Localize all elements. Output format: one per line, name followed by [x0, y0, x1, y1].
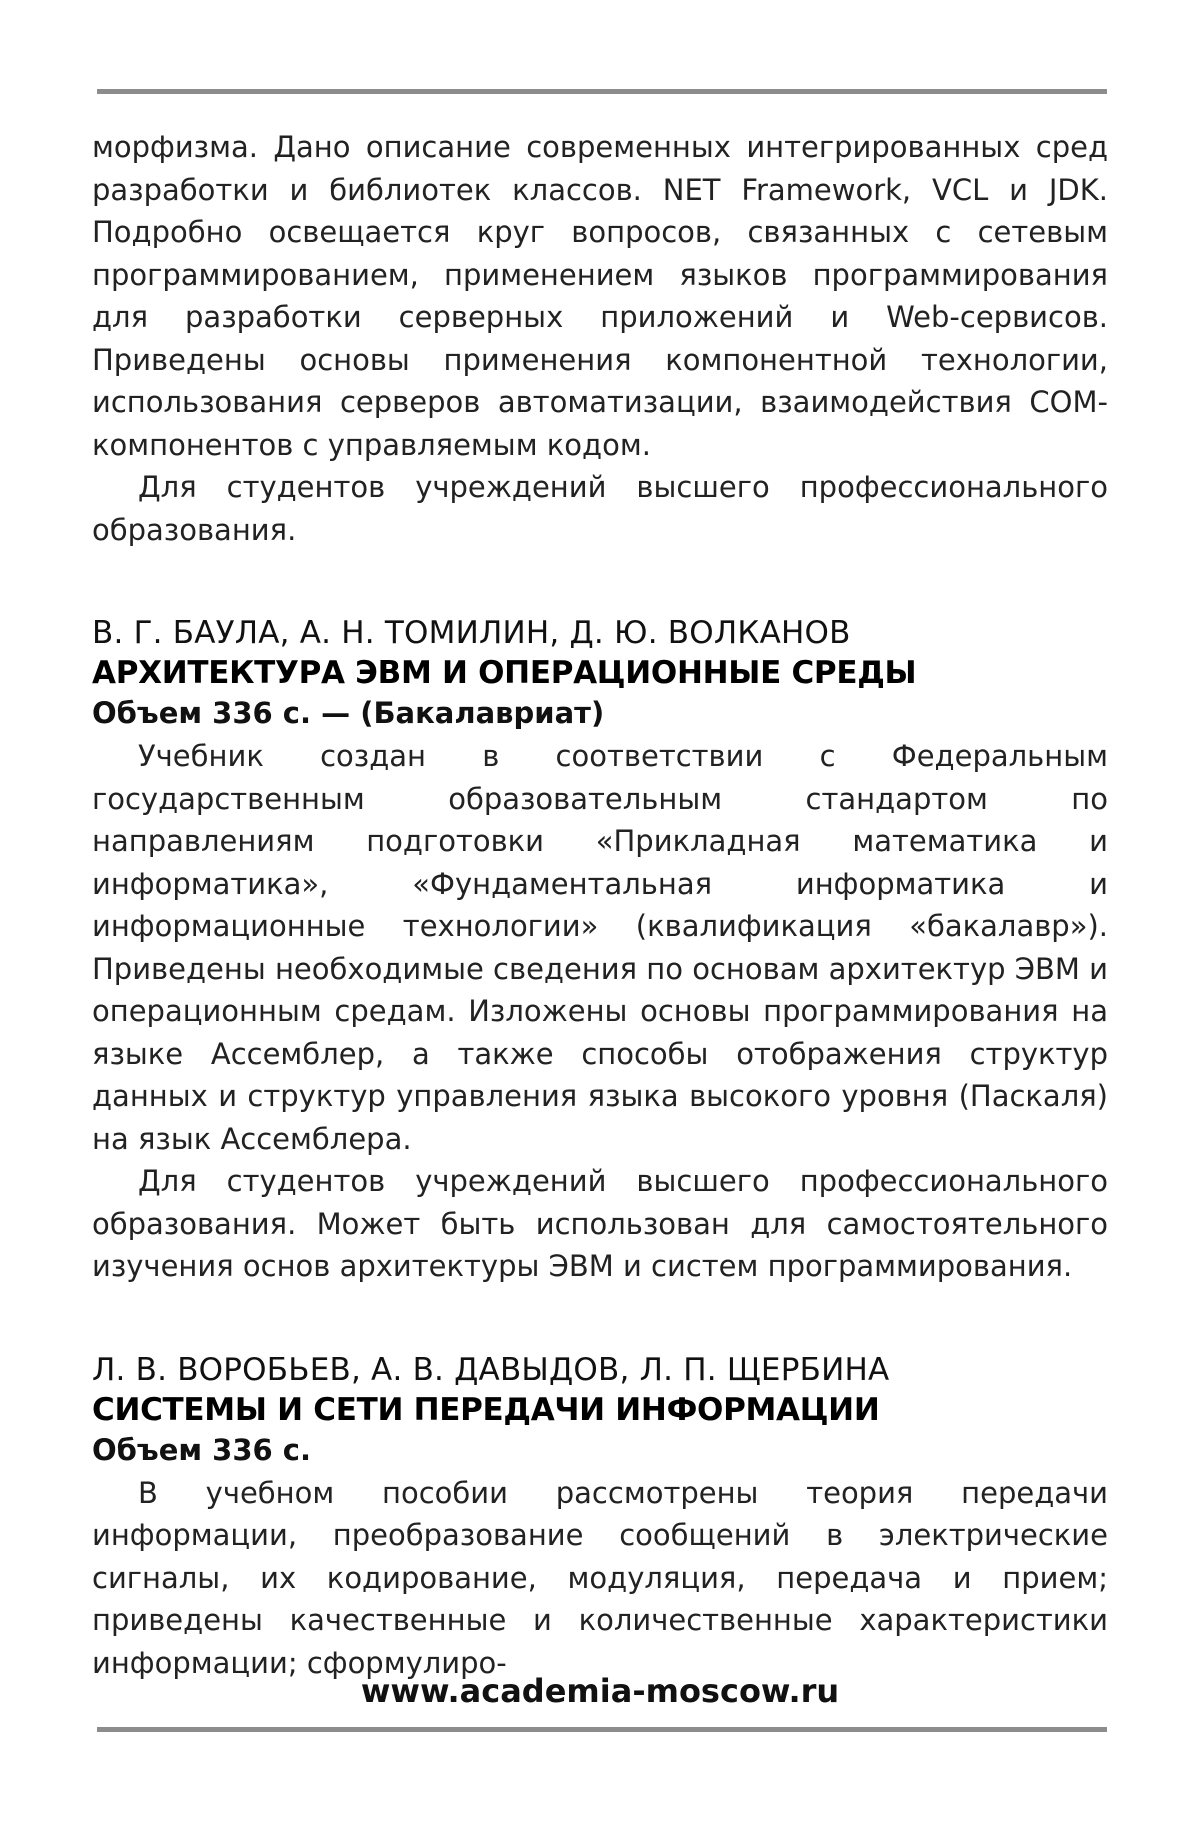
page-content [92, 126, 1108, 1684]
website-link[interactable]: www.academia-moscow.ru [360, 1672, 840, 1710]
book-entry-networks [92, 1350, 1108, 1685]
book-volume: Объем 336 с. [92, 1432, 312, 1467]
bottom-rule [97, 1727, 1107, 1732]
top-rule [97, 89, 1107, 94]
book-authors: В. Г. БАУЛА, А. Н. ТОМИЛИН, Д. Ю. ВОЛКАНОВ [92, 615, 851, 651]
book-volume: Объем 336 с. — (Бакалавриат) [92, 696, 605, 730]
intro-audience-paragraph: Для студентов учреждений высшего профессионального образования. [92, 470, 1108, 547]
book-title: АРХИТЕКТУРА ЭВМ И ОПЕРАЦИОННЫЕ СРЕДЫ [92, 655, 917, 691]
intro-section [92, 126, 1108, 551]
book-entry-architecture [92, 613, 1108, 1288]
book-authors: Л. В. ВОРОБЬЕВ, А. В. ДАВЫДОВ, Л. П. ЩЕРБИНА [92, 1351, 890, 1388]
book-title: СИСТЕМЫ И СЕТИ ПЕРЕДАЧИ ИНФОРМАЦИИ [92, 1391, 880, 1428]
book-description: В учебном пособии рассмотрены теория передачи информации, преобразование сообщений в электрические сигналы, их кодирование, модуляция, передача и прием; приведены качественные и количественные характеристики информации; сформулиро- [92, 1475, 1108, 1680]
book-audience: Для студентов учреждений высшего профессионального образования. Может быть использован для самостоятельного изучения основ архитектуры ЭВМ и систем программирования. [92, 1164, 1108, 1283]
book-description: Учебник создан в соответствии с Федеральным государственным образовательным стандартом по направлениям подготовки «Прикладная математика и информатика», «Фундаментальная информатика и информационные технологии» (квалификация «бакалавр»). Приведены необходимые сведения по основам архитектур ЭВМ и операционным средам. Изложены основы программирования на языке Ассемблер, а также способы отображения структур данных и структур управления языка высокого уровня (Паскаля) на язык Ассемблера. [92, 739, 1108, 1156]
intro-paragraph: морфизма. Дано описание современных интегрированных сред разработки и библиотек классов. NET Framework, VCL и JDK. Подробно освещается круг вопросов, связанных с сетевым программированием, применением языков программирования для разработки серверных приложений и Web-сервисов. Приведены основы применения компонентной технологии, использования серверов автоматизации, взаимодействия COM-компонентов с управляемым кодом. [92, 130, 1108, 462]
